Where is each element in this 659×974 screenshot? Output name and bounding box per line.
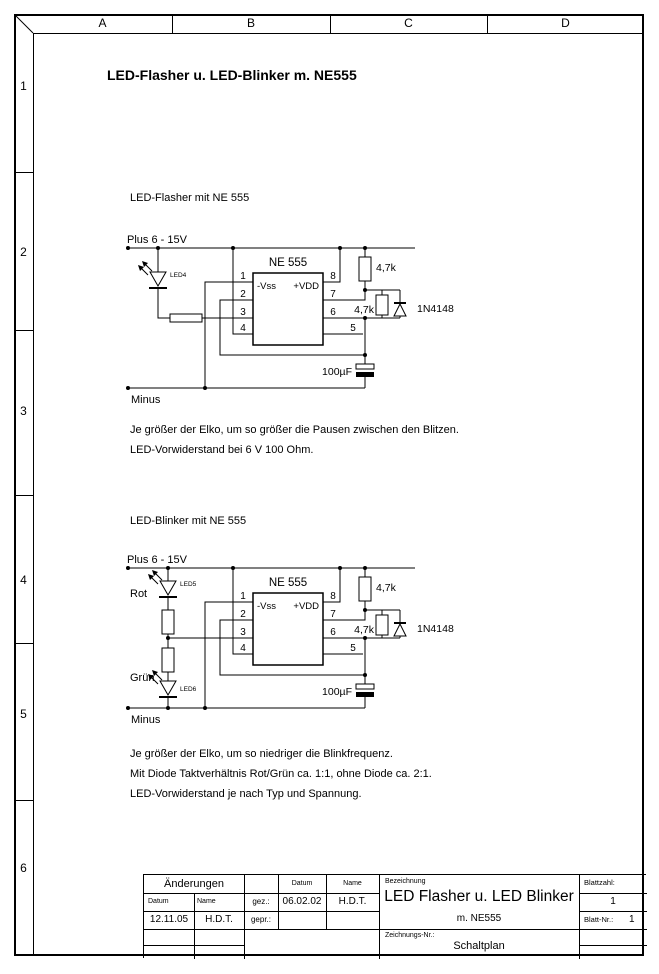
flasher-cap-value: 100µF <box>322 366 352 378</box>
blinker-resistor-green <box>162 648 174 672</box>
blinker-diode-name: 1N4148 <box>417 623 454 635</box>
blattnr-label: Blatt-Nr.: <box>584 915 614 924</box>
flasher-resistor-top <box>359 257 371 281</box>
blinker-rot-label: Rot <box>130 588 148 600</box>
blinker-r-mid-value: 4,7k <box>354 624 374 636</box>
blinker-note-line: Je größer der Elko, um so niedriger die Blinkfrequenz. <box>130 748 393 760</box>
zeichnungsnr-label: Zeichnungs-Nr.: <box>385 932 435 939</box>
titleblock-line <box>579 945 647 946</box>
blinker-led-bottom-name: LED6 <box>180 686 197 693</box>
blinker-capacitor <box>356 684 374 697</box>
flasher-ic-vdd: +VDD <box>293 281 319 292</box>
frame-col-label-d: D <box>561 16 570 30</box>
blinker-pin-5: 5 <box>350 643 356 654</box>
frame-row-label-5: 5 <box>20 707 27 721</box>
blinker-pin-8: 8 <box>330 591 336 602</box>
blinker-cap-value: 100µF <box>322 686 352 698</box>
flasher-ic-vss: -Vss <box>257 281 276 292</box>
blinker-pin-2: 2 <box>240 609 246 620</box>
frame-row-label-3: 3 <box>20 404 27 418</box>
blinker-diode <box>394 623 406 636</box>
blinker-circuit <box>126 554 454 726</box>
blinker-led-red <box>148 570 177 597</box>
flasher-pin-3: 3 <box>240 307 246 318</box>
blinker-minus-label: Minus <box>131 714 161 726</box>
gez-date: 06.02.02 <box>282 896 322 907</box>
titleblock-line <box>579 875 580 959</box>
blinker-note-line: Mit Diode Taktverhältnis Rot/Grün ca. 1:1, ohne Diode ca. 2:1. <box>130 768 432 780</box>
frame-row-label-1: 1 <box>20 79 27 93</box>
blinker-plus-label: Plus 6 - 15V <box>127 554 187 566</box>
blinker-ic-name: NE 555 <box>268 577 308 589</box>
flasher-pin-7: 7 <box>330 289 336 300</box>
blinker-resistor-red <box>162 610 174 634</box>
flasher-note-line: Je größer der Elko, um so größer die Pausen zwischen den Blitzen. <box>130 424 459 436</box>
gez-label: gez.: <box>252 897 270 906</box>
gez-name: H.D.T. <box>338 896 367 907</box>
changes-datum-label: Datum <box>148 898 169 905</box>
blinker-pin-4: 4 <box>240 643 246 654</box>
frame-col-label-c: C <box>404 16 413 30</box>
blinker-pin-1: 1 <box>240 591 246 602</box>
blinker-ic-vdd: +VDD <box>293 601 319 612</box>
frame-row-label-6: 6 <box>20 861 27 875</box>
frame-corner-diagonal <box>15 15 33 33</box>
gez-datum-header: Datum <box>291 880 313 887</box>
blattnr-value: 1 <box>629 914 635 925</box>
flasher-note-line: LED-Vorwiderstand bei 6 V 100 Ohm. <box>130 444 314 456</box>
blinker-pin-3: 3 <box>240 627 246 638</box>
flasher-diode <box>394 303 406 316</box>
flasher-led <box>138 261 167 288</box>
flasher-diode-name: 1N4148 <box>417 303 454 315</box>
bezeichnung-label: Bezeichnung <box>385 878 426 885</box>
flasher-minus-label: Minus <box>131 394 161 406</box>
page-title: LED-Flasher u. LED-Blinker m. NE555 <box>107 67 357 83</box>
flasher-capacitor <box>356 364 374 377</box>
blinker-gruen-label: Grün <box>130 672 155 684</box>
flasher-ic-name: NE 555 <box>268 257 308 269</box>
gepr-label: gepr.: <box>250 915 271 924</box>
blinker-pin-6: 6 <box>330 627 336 638</box>
blinker-led-top-name: LED5 <box>180 581 197 588</box>
changes-header: Änderungen <box>164 878 224 890</box>
flasher-circuit <box>126 234 454 406</box>
flasher-resistor-mid <box>376 295 388 315</box>
blattzahl-label: Blattzahl: <box>584 878 615 887</box>
blinker-ic-vss: -Vss <box>257 601 276 612</box>
drawing-name-line1: LED Flasher u. LED Blinker <box>384 888 574 905</box>
flasher-pin-4: 4 <box>240 323 246 334</box>
changes-name-label: Name <box>197 898 216 905</box>
zeichnungsnr-value: Schaltplan <box>453 940 505 952</box>
flasher-heading: LED-Flasher mit NE 555 <box>130 192 250 204</box>
flasher-led-name: LED4 <box>170 272 187 279</box>
blinker-resistor-top <box>359 577 371 601</box>
flasher-pin-1: 1 <box>240 271 246 282</box>
change-name: H.D.T. <box>205 914 233 925</box>
blattzahl-value: 1 <box>610 896 616 907</box>
drawing-name-line2: m. NE555 <box>456 913 502 924</box>
titleblock-line <box>144 929 647 930</box>
flasher-pin-2: 2 <box>240 289 246 300</box>
flasher-pin-5: 5 <box>350 323 356 334</box>
blinker-r-top-value: 4,7k <box>376 582 396 594</box>
flasher-r-mid-value: 4,7k <box>354 304 374 316</box>
blinker-heading: LED-Blinker mit NE 555 <box>130 515 247 527</box>
titleblock-line <box>144 945 244 946</box>
flasher-r-top-value: 4,7k <box>376 262 396 274</box>
blinker-note-line: LED-Vorwiderstand je nach Typ und Spannung. <box>130 788 362 800</box>
flasher-pin-6: 6 <box>330 307 336 318</box>
frame-col-label-b: B <box>246 16 255 30</box>
blinker-pin-7: 7 <box>330 609 336 620</box>
title-block <box>143 874 646 958</box>
flasher-series-resistor <box>170 314 202 322</box>
blinker-resistor-mid <box>376 615 388 635</box>
change-date: 12.11.05 <box>149 914 189 925</box>
frame-col-label-a: A <box>98 16 107 30</box>
flasher-plus-label: Plus 6 - 15V <box>127 234 187 246</box>
gez-name-header: Name <box>343 880 362 887</box>
flasher-pin-8: 8 <box>330 271 336 282</box>
frame-row-label-2: 2 <box>20 245 27 259</box>
frame-row-label-4: 4 <box>20 573 27 587</box>
